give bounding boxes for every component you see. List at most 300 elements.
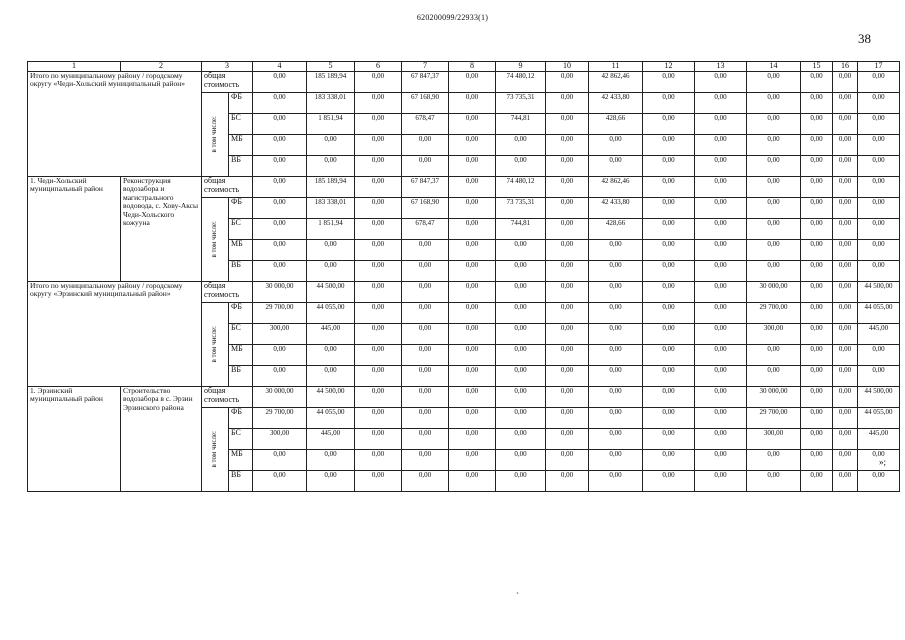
value-cell: 0,00 [747,218,801,239]
municipal-total-title: Итого по муниципальному району / городскому округу «Эрзинский муниципальный район» [28,281,202,386]
value-cell: 0,00 [307,470,355,491]
value-cell: 0,00 [546,281,589,302]
value-cell: 0,00 [643,155,695,176]
value-cell: 185 189,94 [307,176,355,197]
value-cell: 0,00 [355,386,402,407]
value-cell: 0,00 [833,470,858,491]
value-cell: 0,00 [253,470,307,491]
value-cell: 0,00 [858,134,900,155]
funding-source-label: МБ [229,449,253,470]
value-cell: 300,00 [747,323,801,344]
value-cell: 0,00 [833,176,858,197]
value-cell: 0,00 [449,92,496,113]
value-cell: 0,00 [858,197,900,218]
value-cell: 0,00 [253,344,307,365]
value-cell: 0,00 [801,323,833,344]
column-header-3: 3 [202,62,253,72]
value-cell: 67 168,90 [402,197,449,218]
value-cell: 0,00 [643,365,695,386]
value-cell: 0,00 [496,407,546,428]
value-cell: 0,00 [695,407,747,428]
value-cell: 678,47 [402,113,449,134]
value-cell: 0,00 [801,386,833,407]
value-cell: 0,00 [449,344,496,365]
value-cell: 0,00 [589,260,643,281]
funding-source-label: БС [229,428,253,449]
value-cell: 0,00 [801,428,833,449]
value-cell: 0,00 [355,281,402,302]
value-cell: 30 000,00 [747,386,801,407]
value-cell: 0,00 [801,71,833,92]
value-cell: 0,00 [496,260,546,281]
value-cell: 0,00 [253,218,307,239]
column-header-14: 14 [747,62,801,72]
value-cell: 0,00 [307,239,355,260]
value-cell: 0,00 [833,407,858,428]
value-cell: 0,00 [801,365,833,386]
value-cell: 0,00 [355,134,402,155]
value-cell: 0,00 [546,176,589,197]
value-cell: 67 168,90 [402,92,449,113]
value-cell: 0,00 [833,218,858,239]
funding-source-label: БС [229,113,253,134]
value-cell: 1 851,94 [307,218,355,239]
value-cell: 42 433,80 [589,197,643,218]
value-cell: 0,00 [589,239,643,260]
column-header-4: 4 [253,62,307,72]
funding-source-label: ФБ [229,302,253,323]
value-cell: 0,00 [801,302,833,323]
value-cell: 0,00 [496,155,546,176]
column-header-1: 1 [28,62,121,72]
value-cell: 0,00 [747,470,801,491]
value-cell: 0,00 [695,386,747,407]
value-cell: 44 055,00 [858,407,900,428]
value-cell: 0,00 [402,155,449,176]
value-cell: 0,00 [643,344,695,365]
value-cell: 0,00 [747,71,801,92]
value-cell: 0,00 [747,344,801,365]
value-cell: 44 055,00 [307,407,355,428]
value-cell: 44 500,00 [858,281,900,302]
value-cell: 0,00 [695,176,747,197]
value-cell: 0,00 [695,71,747,92]
value-cell: 0,00 [253,449,307,470]
table-row [28,386,900,407]
value-cell: 0,00 [496,323,546,344]
value-cell: 0,00 [449,71,496,92]
value-cell: 445,00 [307,323,355,344]
funding-source-label: ФБ [229,407,253,428]
value-cell: 0,00 [253,71,307,92]
trailing-mark: »; [879,457,887,467]
value-cell: 0,00 [858,365,900,386]
value-cell: 0,00 [253,92,307,113]
value-cell: 300,00 [253,323,307,344]
value-cell: 0,00 [253,113,307,134]
value-cell: 73 735,31 [496,197,546,218]
funding-source-label: БС [229,323,253,344]
value-cell: 0,00 [695,218,747,239]
value-cell: 0,00 [355,344,402,365]
value-cell: 42 433,80 [589,92,643,113]
column-header-10: 10 [546,62,589,72]
value-cell: 29 700,00 [253,407,307,428]
value-cell: 0,00 [589,449,643,470]
value-cell: 0,00 [307,155,355,176]
value-cell: 0,00 [801,344,833,365]
value-cell: 0,00 [643,176,695,197]
value-cell: 678,47 [402,218,449,239]
value-cell: 0,00 [858,239,900,260]
value-cell: 0,00 [643,407,695,428]
value-cell: 0,00 [695,155,747,176]
value-cell: 0,00 [355,92,402,113]
column-header-6: 6 [355,62,402,72]
value-cell: 0,00 [801,92,833,113]
value-cell: 0,00 [747,260,801,281]
value-cell: 0,00 [747,365,801,386]
value-cell: 0,00 [833,365,858,386]
value-cell: 0,00 [496,428,546,449]
funding-source-label: ВБ [229,155,253,176]
column-header-12: 12 [643,62,695,72]
document-id: 620200099/22933(1) [416,13,489,22]
value-cell: 0,00 [695,92,747,113]
value-cell: 0,00 [355,113,402,134]
value-cell: 0,00 [589,281,643,302]
value-cell: 0,00 [449,134,496,155]
value-cell: 0,00 [546,344,589,365]
value-cell: 0,00 [833,449,858,470]
value-cell: 0,00 [307,260,355,281]
value-cell: 0,00 [253,176,307,197]
value-cell: 0,00 [858,155,900,176]
total-cost-label: общая стоимость [202,281,253,302]
value-cell: 44 055,00 [307,302,355,323]
value-cell: 0,00 [833,197,858,218]
value-cell: 0,00 [496,239,546,260]
value-cell: 0,00 [402,302,449,323]
value-cell: 0,00 [858,344,900,365]
value-cell: 74 480,12 [496,176,546,197]
page-number: 38 [858,31,871,46]
value-cell: 0,00 [695,134,747,155]
value-cell: 0,00 [801,470,833,491]
column-header-5: 5 [307,62,355,72]
value-cell: 0,00 [747,92,801,113]
value-cell: 0,00 [589,386,643,407]
municipal-total-title: Итого по муниципальному району / городскому округу «Чеди-Хольский муниципальный район» [28,71,202,176]
funding-source-label: ВБ [229,365,253,386]
value-cell: 0,00 [801,134,833,155]
value-cell: 0,00 [695,449,747,470]
table-row [28,176,900,197]
value-cell: 0,00 [858,92,900,113]
value-cell: 0,00 [643,386,695,407]
value-cell: 0,00 [355,218,402,239]
value-cell: 0,00 [858,449,900,470]
value-cell: 0,00 [747,155,801,176]
value-cell: 445,00 [858,323,900,344]
funding-source-label: МБ [229,134,253,155]
table-row [28,71,900,92]
value-cell: 0,00 [801,218,833,239]
municipality-name: 1. Чеди-Хольский муниципальный район [28,176,121,281]
value-cell: 0,00 [496,344,546,365]
in-total-text: в том числе: [210,221,219,258]
value-cell: 300,00 [747,428,801,449]
value-cell: 0,00 [307,344,355,365]
value-cell: 0,00 [695,470,747,491]
value-cell: 0,00 [546,449,589,470]
value-cell: 44 055,00 [858,302,900,323]
value-cell: 0,00 [747,134,801,155]
in-total-label [202,407,229,491]
value-cell: 0,00 [449,302,496,323]
value-cell: 0,00 [643,428,695,449]
value-cell: 0,00 [449,428,496,449]
value-cell: 0,00 [643,92,695,113]
value-cell: 0,00 [695,197,747,218]
value-cell: 0,00 [801,281,833,302]
value-cell: 0,00 [496,449,546,470]
value-cell: 0,00 [449,323,496,344]
total-cost-label: общая стоимость [202,386,253,407]
value-cell: 74 480,12 [496,71,546,92]
value-cell: 0,00 [355,155,402,176]
total-cost-label: общая стоимость [202,71,253,92]
value-cell: 0,00 [589,407,643,428]
value-cell: 44 500,00 [307,281,355,302]
project-name: Реконструкция водозабора и магистрального водовода, с. Хову-Аксы Чеди-Хольского кожууна [121,176,202,281]
value-cell: 0,00 [449,260,496,281]
value-cell: 0,00 [253,197,307,218]
value-cell: 0,00 [449,407,496,428]
value-cell: 0,00 [643,449,695,470]
value-cell: 0,00 [589,323,643,344]
value-cell: 183 338,01 [307,197,355,218]
column-header-9: 9 [496,62,546,72]
value-cell: 0,00 [449,281,496,302]
value-cell: 0,00 [402,386,449,407]
value-cell: 0,00 [449,449,496,470]
value-cell: 0,00 [546,71,589,92]
total-cost-label: общая стоимость [202,176,253,197]
column-header-7: 7 [402,62,449,72]
value-cell: 0,00 [496,302,546,323]
value-cell: 0,00 [801,176,833,197]
value-cell: 0,00 [643,197,695,218]
value-cell: 0,00 [402,344,449,365]
value-cell: 0,00 [546,155,589,176]
value-cell: 0,00 [496,134,546,155]
value-cell: 0,00 [643,113,695,134]
value-cell: 0,00 [643,323,695,344]
value-cell: 29 700,00 [253,302,307,323]
value-cell: 185 189,94 [307,71,355,92]
value-cell: 0,00 [589,134,643,155]
value-cell: 0,00 [402,470,449,491]
value-cell: 0,00 [695,281,747,302]
value-cell: 0,00 [307,134,355,155]
funding-source-label: ФБ [229,197,253,218]
municipality-name: 1. Эрзинский муниципальный район [28,386,121,491]
value-cell: 0,00 [858,470,900,491]
value-cell: 0,00 [589,470,643,491]
value-cell: 744,81 [496,218,546,239]
value-cell: 428,66 [589,218,643,239]
in-total-label [202,197,229,281]
funding-source-label: ФБ [229,92,253,113]
value-cell: 0,00 [747,113,801,134]
column-header-8: 8 [449,62,496,72]
value-cell: 0,00 [449,239,496,260]
value-cell: 0,00 [858,260,900,281]
value-cell: 0,00 [643,134,695,155]
value-cell: 0,00 [449,155,496,176]
value-cell: 0,00 [546,428,589,449]
value-cell: 445,00 [307,428,355,449]
value-cell: 0,00 [546,407,589,428]
value-cell: 1 851,94 [307,113,355,134]
column-header-15: 15 [801,62,833,72]
value-cell: 0,00 [355,428,402,449]
value-cell: 0,00 [858,71,900,92]
value-cell: 0,00 [643,281,695,302]
in-total-text: в том числе: [210,326,219,363]
value-cell: 0,00 [355,260,402,281]
value-cell: 0,00 [833,260,858,281]
in-total-text: в том числе: [210,116,219,153]
value-cell: 0,00 [546,113,589,134]
value-cell: 0,00 [402,260,449,281]
value-cell: 67 847,37 [402,176,449,197]
value-cell: 0,00 [355,239,402,260]
value-cell: 0,00 [833,239,858,260]
value-cell: 0,00 [307,365,355,386]
value-cell: 0,00 [355,302,402,323]
value-cell: 428,66 [589,113,643,134]
value-cell: 0,00 [858,113,900,134]
value-cell: 0,00 [449,176,496,197]
value-cell: 0,00 [801,239,833,260]
value-cell: 0,00 [747,176,801,197]
value-cell: 0,00 [253,260,307,281]
value-cell: 0,00 [747,449,801,470]
value-cell: 0,00 [546,323,589,344]
value-cell: 0,00 [546,365,589,386]
value-cell: 0,00 [833,302,858,323]
value-cell: 0,00 [546,470,589,491]
value-cell: 0,00 [833,386,858,407]
value-cell: 0,00 [589,155,643,176]
value-cell: 0,00 [833,344,858,365]
value-cell: 445,00 [858,428,900,449]
value-cell: 0,00 [801,449,833,470]
value-cell: 0,00 [402,281,449,302]
value-cell: 0,00 [858,176,900,197]
value-cell: 0,00 [496,365,546,386]
value-cell: 0,00 [833,281,858,302]
value-cell: 0,00 [355,365,402,386]
value-cell: 300,00 [253,428,307,449]
value-cell: 0,00 [402,407,449,428]
value-cell: 0,00 [801,407,833,428]
value-cell: 0,00 [449,470,496,491]
value-cell: 0,00 [695,260,747,281]
value-cell: 0,00 [546,239,589,260]
value-cell: 0,00 [449,197,496,218]
column-header-17: 17 [858,62,900,72]
value-cell: 0,00 [747,197,801,218]
value-cell: 0,00 [402,239,449,260]
footer-mark: ` [516,591,519,601]
value-cell: 0,00 [402,134,449,155]
value-cell: 29 700,00 [747,407,801,428]
funding-source-label: ВБ [229,260,253,281]
value-cell: 0,00 [801,260,833,281]
value-cell: 73 735,31 [496,92,546,113]
value-cell: 0,00 [496,281,546,302]
value-cell: 0,00 [833,71,858,92]
value-cell: 0,00 [355,323,402,344]
value-cell: 0,00 [833,428,858,449]
value-cell: 0,00 [355,449,402,470]
value-cell: 67 847,37 [402,71,449,92]
value-cell: 0,00 [695,302,747,323]
in-total-text: в том числе: [210,431,219,468]
value-cell: 0,00 [801,197,833,218]
value-cell: 0,00 [695,323,747,344]
table-row [28,281,900,302]
value-cell: 0,00 [253,155,307,176]
value-cell: 0,00 [589,365,643,386]
value-cell: 0,00 [695,239,747,260]
value-cell: 0,00 [449,386,496,407]
column-header-16: 16 [833,62,858,72]
value-cell: 0,00 [833,134,858,155]
value-cell: 0,00 [643,260,695,281]
value-cell: 0,00 [833,155,858,176]
value-cell: 0,00 [833,113,858,134]
value-cell: 0,00 [355,71,402,92]
project-name: Строительство водозабора в с. Эрзин Эрзинского района [121,386,202,491]
value-cell: 0,00 [402,323,449,344]
value-cell: 0,00 [833,92,858,113]
value-cell: 744,81 [496,113,546,134]
column-header-13: 13 [695,62,747,72]
value-cell: 0,00 [747,239,801,260]
value-cell: 0,00 [643,71,695,92]
funding-source-label: МБ [229,344,253,365]
value-cell: 0,00 [546,302,589,323]
value-cell: 0,00 [643,302,695,323]
funding-source-label: ВБ [229,470,253,491]
value-cell: 0,00 [253,134,307,155]
value-cell: 29 700,00 [747,302,801,323]
value-cell: 0,00 [589,344,643,365]
in-total-label [202,302,229,386]
value-cell: 0,00 [546,134,589,155]
value-cell: 0,00 [643,218,695,239]
value-cell: 0,00 [355,197,402,218]
column-header-row [28,62,900,72]
value-cell: 183 338,01 [307,92,355,113]
value-cell: 0,00 [546,260,589,281]
value-cell: 44 500,00 [858,386,900,407]
value-cell: 0,00 [695,113,747,134]
